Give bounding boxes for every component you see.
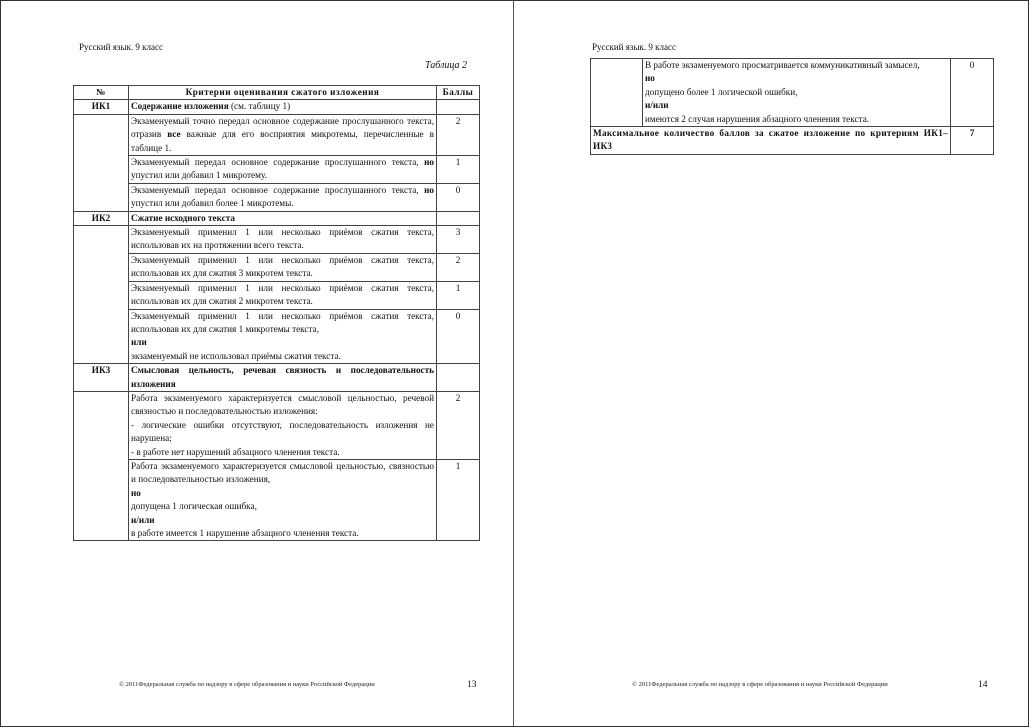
criterion-title: Содержание изложения (см. таблицу 1) xyxy=(129,100,437,114)
criterion-row-ik2 xyxy=(74,211,480,225)
criterion-description: Работа экзаменуемого характеризуется смысловой цельностью, связностью и последовательностью изложения, но допущена 1 логическая ошибка, и/или в работе имеется 1 нарушение абзацного членения текста. xyxy=(129,459,437,540)
score-cell: 2 xyxy=(437,391,480,459)
table-row xyxy=(74,183,480,211)
score-cell: 1 xyxy=(437,281,480,309)
score-cell: 1 xyxy=(437,156,480,184)
table-row xyxy=(74,114,480,155)
page-footer: © 2011Федеральная служба по надзору в сфере образования и науки Российской Федерации xyxy=(632,681,888,688)
table-row xyxy=(591,59,994,127)
criterion-code: ИК3 xyxy=(74,364,129,392)
page-number: 13 xyxy=(467,680,477,690)
criterion-description: Экзаменуемый передал основное содержание прослушанного текста, но упустил или добавил 1 микротему. xyxy=(129,156,437,184)
col-criteria-header: Критерии оценивания сжатого изложения xyxy=(129,86,437,100)
page-number: 14 xyxy=(978,680,988,690)
table-row xyxy=(74,281,480,309)
max-score-row xyxy=(591,127,994,155)
col-number-header: № xyxy=(74,86,129,100)
score-cell: 0 xyxy=(951,59,994,127)
score-cell: 1 xyxy=(437,459,480,540)
criterion-code: ИК1 xyxy=(74,100,129,114)
criteria-table xyxy=(73,85,480,541)
table-row xyxy=(74,156,480,184)
score-cell: 0 xyxy=(437,309,480,364)
criterion-description: Экзаменуемый точно передал основное содержание прослушанного текста, отразив все важные для его восприятия микротемы, перечисленные в таблице 1. xyxy=(129,114,437,155)
table-row xyxy=(74,309,480,364)
criterion-description: В работе экзаменуемого просматривается коммуникативный замысел, но допущено более 1 логической ошибки, и/или имеются 2 случая нарушения абзацного членения текста. xyxy=(643,59,951,127)
table-header-row xyxy=(74,86,480,100)
criterion-row-ik3 xyxy=(74,364,480,392)
score-cell: 2 xyxy=(437,114,480,155)
criterion-title: Сжатие исходного текста xyxy=(129,211,437,225)
page-footer: © 2011Федеральная служба по надзору в сфере образования и науки Российской Федерации xyxy=(119,681,375,688)
criteria-table-continued xyxy=(590,58,994,155)
table-caption: Таблица 2 xyxy=(425,60,467,71)
score-cell: 2 xyxy=(437,253,480,281)
table-row xyxy=(74,253,480,281)
table-row xyxy=(74,226,480,254)
criterion-description: Экзаменуемый применил 1 или несколько приёмов сжатия текста, использовав их для сжатия 3 микротем текста. xyxy=(129,253,437,281)
table-row xyxy=(74,391,480,459)
criterion-title: Смысловая цельность, речевая связность и последовательность изложения xyxy=(129,364,437,392)
max-score-value: 7 xyxy=(951,127,994,155)
right-page xyxy=(514,0,1029,727)
criterion-description: Работа экзаменуемого характеризуется смысловой цельностью, речевой связностью и последовательностью изложения: - логические ошибки отсутствуют, последовательность изложения не нарушена; - в работе нет нарушений абзацного членения текста. xyxy=(129,391,437,459)
table-row xyxy=(74,459,480,540)
score-cell: 3 xyxy=(437,226,480,254)
criterion-code: ИК2 xyxy=(74,211,129,225)
criterion-description: Экзаменуемый применил 1 или несколько приёмов сжатия текста, использовав их на протяжении всего текста. xyxy=(129,226,437,254)
score-cell: 0 xyxy=(437,183,480,211)
left-page xyxy=(0,0,514,727)
criterion-description: Экзаменуемый применил 1 или несколько приёмов сжатия текста, использовав их для сжатия 2 микротем текста. xyxy=(129,281,437,309)
page-header: Русский язык. 9 класс xyxy=(592,42,676,52)
col-score-header: Баллы xyxy=(437,86,480,100)
page-header: Русский язык. 9 класс xyxy=(79,42,163,52)
criterion-row-ik1 xyxy=(74,100,480,114)
criterion-description: Экзаменуемый применил 1 или несколько приёмов сжатия текста, использовав их для сжатия 1 микротемы текста, или экзаменуемый не использовал приёмы сжатия текста. xyxy=(129,309,437,364)
criterion-description: Экзаменуемый передал основное содержание прослушанного текста, но упустил или добавил более 1 микротемы. xyxy=(129,183,437,211)
max-score-label: Максимальное количество баллов за сжатое изложение по критериям ИК1–ИК3 xyxy=(591,127,951,155)
